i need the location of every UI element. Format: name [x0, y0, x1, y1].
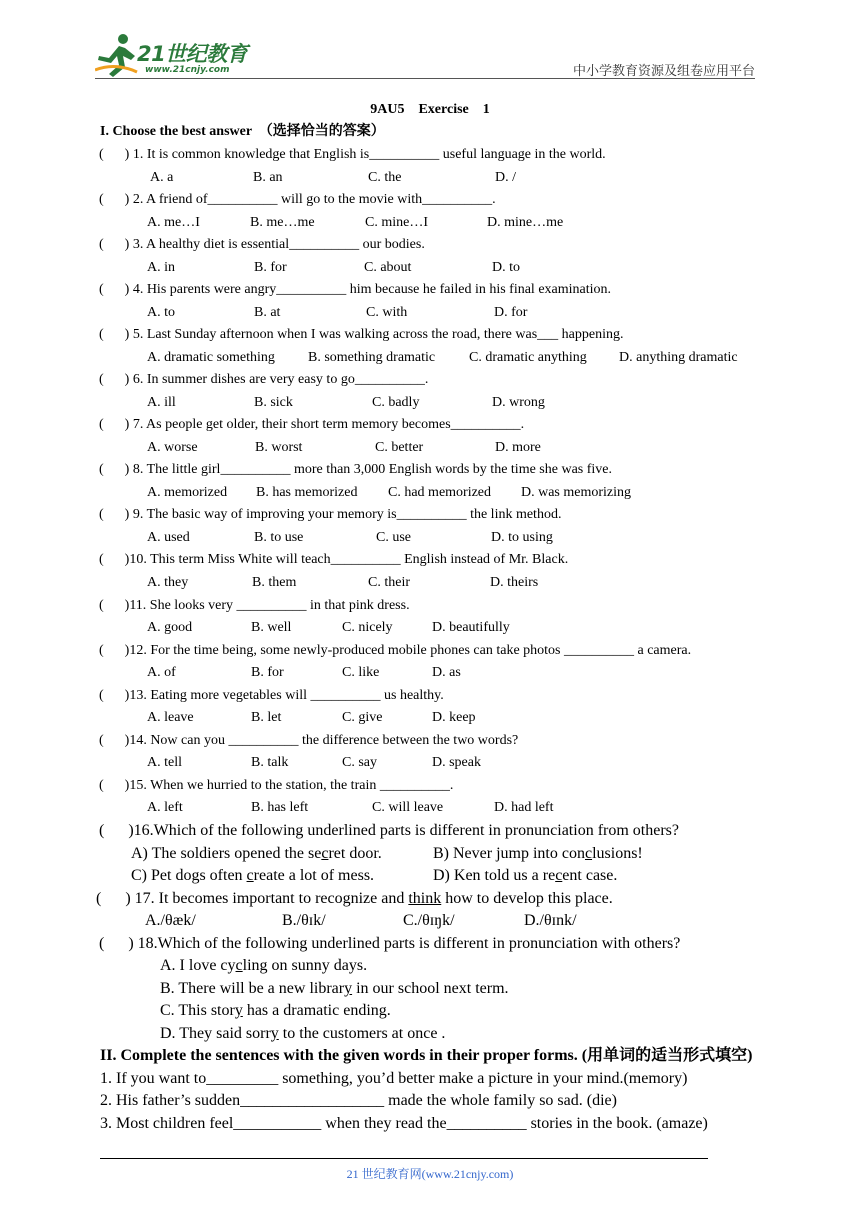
question-18-option-a: A. I love cycling on sunny days. — [160, 957, 368, 974]
question-7-stem: ( ) 7. As people get older, their short term memory becomes__________. — [99, 417, 525, 433]
question-5-option-d: D. anything dramatic — [619, 349, 738, 365]
question-8-option-d: D. was memorizing — [521, 484, 632, 500]
question-7-option-b: B. worst — [255, 439, 303, 455]
question-8-stem: ( ) 8. The little girl__________ more than 3,000 English words by the time she was five. — [99, 462, 612, 478]
question-9-option-a: A. used — [147, 529, 190, 545]
question-2-option-a: A. me…I — [147, 214, 200, 230]
question-2-option-d: D. mine…me — [487, 214, 564, 230]
question-11-option-a: A. good — [147, 620, 193, 635]
logo — [95, 32, 265, 78]
runner-icon — [95, 32, 139, 78]
question-10-option-c: C. their — [368, 574, 410, 590]
question-17-option-a: A./θæk/ — [145, 912, 196, 929]
logo-title: 21世纪教育 — [137, 42, 248, 66]
question-4-option-c: C. with — [366, 304, 408, 320]
question-16-option-d: D) Ken told us a recent case. — [433, 867, 618, 884]
question-15-option-d: D. had left — [494, 800, 554, 816]
question-10-option-a: A. they — [147, 574, 189, 590]
question-4-option-d: D. for — [494, 304, 528, 320]
question-14-option-c: C. say — [342, 755, 377, 771]
question-3-option-a: A. in — [147, 259, 175, 275]
header-platform-text: 中小学教育资源及组卷应用平台 — [572, 63, 755, 78]
question-11-option-d: D. beautifully — [432, 620, 510, 635]
question-16-option-c: C) Pet dogs often create a lot of mess. — [131, 867, 375, 884]
question-12-option-a: A. of — [147, 665, 176, 681]
question-1-stem: ( ) 1. It is common knowledge that English is__________ useful language in the world. — [99, 147, 606, 162]
question-16-option-b: B) Never jump into conclusions! — [433, 845, 643, 862]
question-5-stem: ( ) 5. Last Sunday afternoon when I was walking across the road, there was___ happening. — [99, 327, 624, 343]
fill-sentence-2: 2. His father’s sudden__________________ made the whole family so sad. (die) — [100, 1092, 617, 1109]
question-6-stem: ( ) 6. In summer dishes are very easy to go__________. — [99, 372, 429, 388]
footer-link[interactable]: 21 世纪教育网(www.21cnjy.com) — [346, 1167, 514, 1181]
question-10-stem: ( )10. This term Miss White will teach__________ English instead of Mr. Black. — [99, 552, 569, 568]
question-17-option-b: B./θɪk/ — [282, 912, 326, 929]
section-1-heading: I. Choose the best answer （选择恰当的答案） — [100, 124, 385, 139]
question-4-option-a: A. to — [147, 304, 175, 320]
question-14-option-d: D. speak — [432, 755, 481, 771]
question-14-stem: ( )14. Now can you __________ the difference between the two words? — [99, 732, 519, 748]
question-1-option-a: A. a — [150, 169, 174, 185]
question-12-stem: ( )12. For the time being, some newly-produced mobile phones can take photos __________ a camera. — [99, 642, 692, 658]
question-6-option-a: A. ill — [147, 394, 176, 410]
question-18-option-c: C. This story has a dramatic ending. — [160, 1002, 391, 1019]
question-2-stem: ( ) 2. A friend of__________ will go to the movie with__________. — [99, 192, 496, 208]
question-11-option-b: B. well — [251, 620, 292, 635]
question-8-option-b: B. has memorized — [256, 484, 358, 500]
question-17-option-c: C./θɪŋk/ — [403, 912, 455, 929]
question-3-option-c: C. about — [364, 259, 412, 275]
question-8-option-c: C. had memorized — [388, 484, 492, 500]
question-12-option-b: B. for — [251, 665, 284, 681]
question-10-option-d: D. theirs — [490, 574, 539, 590]
header-divider — [95, 78, 755, 79]
question-1-option-b: B. an — [253, 169, 283, 185]
footer-divider — [100, 1158, 708, 1159]
question-3-option-d: D. to — [492, 259, 520, 275]
question-12-option-c: C. like — [342, 665, 380, 681]
question-13-option-d: D. keep — [432, 710, 476, 726]
question-16-stem: ( )16.Which of the following underlined parts is different in pronunciation from others? — [99, 822, 679, 839]
logo-url: www.21cnjy.com — [145, 65, 230, 75]
question-6-option-d: D. wrong — [492, 394, 545, 410]
question-14-option-b: B. talk — [251, 755, 289, 771]
question-2-option-c: C. mine…I — [365, 214, 428, 230]
question-15-option-c: C. will leave — [372, 800, 444, 816]
question-13-stem: ( )13. Eating more vegetables will __________ us healthy. — [99, 687, 444, 703]
fill-sentence-3: 3. Most children feel___________ when they read the__________ stories in the book. (amaze) — [100, 1115, 708, 1132]
question-7-option-c: C. better — [375, 439, 424, 455]
question-10-option-b: B. them — [252, 574, 297, 590]
question-9-stem: ( ) 9. The basic way of improving your memory is__________ the link method. — [99, 507, 562, 523]
question-3-stem: ( ) 3. A healthy diet is essential__________ our bodies. — [99, 237, 425, 253]
question-17-stem: ( ) 17. It becomes important to recognize and think how to develop this place. — [96, 890, 613, 907]
question-13-option-c: C. give — [342, 710, 383, 726]
question-13-option-a: A. leave — [147, 710, 194, 726]
question-11-stem: ( )11. She looks very __________ in that pink dress. — [99, 597, 410, 613]
question-6-option-c: C. badly — [372, 394, 420, 410]
page-header — [95, 28, 755, 78]
question-1-option-d: D. / — [495, 169, 516, 185]
question-5-option-a: A. dramatic something — [147, 349, 275, 365]
question-5-option-c: C. dramatic anything — [469, 349, 587, 365]
question-18-stem: ( ) 18.Which of the following underlined parts is different in pronunciation with others? — [99, 935, 681, 952]
question-13-option-b: B. let — [251, 710, 282, 726]
question-11-option-c: C. nicely — [342, 620, 393, 635]
question-15-option-a: A. left — [147, 800, 183, 816]
question-4-option-b: B. at — [254, 304, 281, 320]
fill-sentence-1: 1. If you want to_________ something, you’d better make a picture in your mind.(memory) — [100, 1070, 688, 1087]
question-18-option-d: D. They said sorry to the customers at once . — [160, 1025, 446, 1042]
question-3-option-b: B. for — [254, 259, 287, 275]
question-12-option-d: D. as — [432, 665, 461, 681]
question-2-option-b: B. me…me — [250, 214, 315, 230]
question-9-option-c: C. use — [376, 529, 411, 545]
question-8-option-a: A. memorized — [147, 484, 228, 500]
question-9-option-d: D. to using — [491, 529, 553, 545]
section-2-heading: II. Complete the sentences with the given words in their proper forms. (用单词的适当形式填空) — [100, 1047, 753, 1064]
question-17-option-d: D./θɪnk/ — [524, 912, 577, 929]
question-9-option-b: B. to use — [254, 529, 304, 545]
question-1-option-c: C. the — [368, 169, 402, 185]
question-6-option-b: B. sick — [254, 394, 293, 410]
question-5-option-b: B. something dramatic — [308, 349, 436, 365]
page-title: 9AU5 Exercise 1 — [370, 102, 490, 117]
question-14-option-a: A. tell — [147, 755, 182, 771]
question-7-option-d: D. more — [495, 439, 541, 455]
question-4-stem: ( ) 4. His parents were angry__________ him because he failed in his final examination. — [99, 282, 612, 298]
question-16-option-a: A) The soldiers opened the secret door. — [131, 845, 382, 862]
question-15-stem: ( )15. When we hurried to the station, the train __________. — [99, 777, 454, 793]
question-7-option-a: A. worse — [147, 439, 198, 455]
question-18-option-b: B. There will be a new library in our school next term. — [160, 980, 509, 997]
question-15-option-b: B. has left — [251, 800, 309, 816]
